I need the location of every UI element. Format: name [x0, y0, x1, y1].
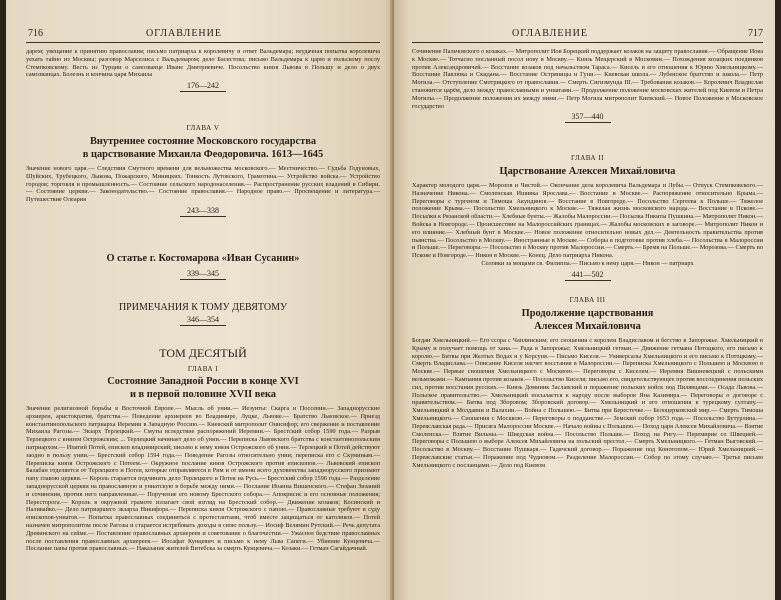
chapter-title: Продолжение царствования — [521, 308, 654, 319]
intro-text: дарем; увещание к принятию православия; письмо патриарха к королевичу и ответ Вальдемара; неудачная попытка королевича уехать тайно из Москвы; разговор Марселиса с Вальдемаром; дело Басистова; письмо Вальдемара к царю и польскому послу Стемпковскому. Весть из Турции о самозванце Иване Дмитриевиче. Посольство князя Львова в Польшу и дело о двух самозванцах. Болезнь и кончина царя Михаила — [26, 48, 380, 79]
article-title: О статье г. Костомарова «Иван Сусанин» — [106, 253, 300, 264]
running-head: ОГЛАВЛЕНИЕ — [512, 28, 588, 39]
intro-entry — [412, 48, 763, 123]
page-number: 717 — [748, 28, 763, 39]
left-page-content — [26, 0, 380, 600]
divider — [180, 279, 226, 280]
left-page-header — [26, 24, 380, 44]
chapter-title: Состояние Западной России в конце XVI — [107, 376, 299, 387]
intro-range: 176—242 — [187, 81, 219, 91]
chapter-label: ГЛАВА I — [187, 365, 219, 373]
chapter-label: ГЛАВА III — [569, 296, 606, 304]
chapter-title: и в первой половине XVII века — [129, 389, 277, 400]
chapter-title: Внутреннее состояние Московского государства — [89, 136, 317, 147]
chapter-5 — [26, 124, 380, 217]
page-edge-shadow — [775, 0, 781, 600]
volume-10 — [26, 346, 380, 553]
notes-entry — [26, 302, 380, 326]
intro-text: Сочинение Пальчовского о козаках.— Митрополит Иов Борецкий поддержает козаков на защиту православия.— Обращение Иова к Москве.— Тотчасно посланный посол иову в Москву.— Князь Мещерский в Московии.— Похождения козацких поединков против Александровичей.— Восстание козаков под начальством Тараса.— Кисель и его отношения к Юрию Хмельницкому.— Восстание Павлюка и Скидана.— Восстание Остряницы и Гуни.— Киевская школа.— Лубенское братство и школа.— Петр Могила.— Отступление Смотрицкого от православия.— Смерть Сигизмунда III.— Требования козаков.— Королевич Владислав становится царём, дело между православными и униатами.— Продолжение положение московских жителей под Киевом и Петра Могилы.— Продолжение положения их между ними.— Петр Могила митрополит Киевский.— Новое Положение в Московское государство — [412, 48, 763, 110]
page-number: 716 — [28, 28, 43, 39]
article-range: 339—345 — [187, 269, 219, 278]
page-edge-shadow — [0, 0, 6, 600]
divider — [180, 91, 226, 92]
right-page — [394, 0, 781, 600]
header-rule — [412, 42, 763, 43]
chapter-text-tail: Соловки за мощами св. Филиппа.— Письмо к нему царя.— Никон — патриарх — [481, 259, 694, 267]
chapter-text: Богдан Хмельницкий.— Его ссора с Чаплинским; его сношения с королем Владиславом и бегство в Запорожье. Хмельницкий в Крыму и получает помощь от хана.— Рада в Запорожье; Хмельницкий гетман.— Движение гетмана Потоцкого, его письмо к королю.— Битвы при Желтых Водах и у Корсуня.— Письмо Киселя.— Универсалы Хмельницкого и его письмо к Потоцкому.— Смерть Владислава.— Описание Киселя насчет восстания в Малороссии.— Переписка Хмельницкого с Польшею и Москвою в Москве.— Первые сношения Хмельницкого с Москвою.— Переговоры с Киселем.— Иеремия Вишневецкий с польскими вельможами.— Кампания против козаков.— Посольство Киселя; письмо его, свидетельствующее против воссоединения польских сил, против восстания русских.— Князь Доминик Заславский и поражение польских войск под Пилявцами.— Осада Львова.— Польское правительство.— Хмельницкий посылается к народу после выборов Яна Казимира.— Переговоры о договоре с правительством.— Битва под Зборовом; Зборовский договор.— Хмельницкий и его отношения к турецкому султану.— Хмельницкий в Молдавии и Валахии.— Война с Польшею.— Битва при Берестечке.— Белоцерковский мир.— Смерть Тимоша Хмельницкого.— Сношения с Москвою.— Переговоры о подданстве.— Земский собор 1653 года.— Посольство Бутурлина.— Переяславская рада.— Присяга Малороссии Москве.— Начало войны с Польшею.— Поход царя Алексея Михайловича.— Взятие Смоленска.— Взятие Вильны.— Шведская война.— Посольство Польши.— Поход на Ригу.— Перемирие со Швецией.— Переговоры с Польшею о выборе Алексея Михайловича на польский престол.— Смерть Хмельницкого.— Гетман Выговский.— Посольство в Москву.— Восстание Пушкаря.— Гадячский договор.— Поражение под Конотопом.— Юрий Хмельницкий.— Переяславские статьи.— Поражение под Чудновом.— Разделение Малороссии.— Собор по этому случаю.— Третье письмо Хмельницкого с посланцами.— Дело под Киевом — [412, 337, 763, 469]
notes-range: 346—354 — [187, 315, 219, 324]
chapter-title: Царствование Алексея Михайловича — [499, 166, 676, 177]
chapter-text: Характер молодого царя.— Морозов и Чистой.— Окончание дела королевича Вальдемара и Лубы.— Отпуск Стемпковского.— Назначение Никона.— Смоленская Ишивка Ярослава.— Восстание в Москве.— Распоряжение относительно Крыма.— Переговоры с тургеном и Тимоша Акундинов.— Восстание в Новгороде.— Посольство Сергеева к Польше.— Тяжелое положение Крыма.— Посольство Хмельницкого к Москве.— Тяжелая жизнь московского народа.— Восстание в Пскове.— Посылки к Рязанской области.— Хлебные бунты.— Жалобы Малороссии.— Посылка Никиты Пушкина.— Митрополит Никон.— Войска в Новгороде.— Происшествие на Малороссийских границах.— Жалобы московских в заговоре.— Митрополит Никон и его влияние.— Хлебный бунт в Москве.— Новое положение относительно новых дел.— Деятельность правительства против пьянства.— Посольство в Москву.— Иностранные в Москве.— Соборы в подготовке против хлеба.— Посольства в Малороссии и Польше.— Переговоры.— Посольство в Москву против Малороссии.— Смерть.— Бремя на Польше.— Морозова.— Смерть во Пскове и Новгороде.— Никон в Москве.— Конец. Дело патриарха Никона. — [412, 182, 764, 260]
volume-title: ТОМ ДЕСЯТЫЙ — [159, 346, 247, 360]
chapter-label: ГЛАВА II — [570, 154, 605, 162]
divider — [180, 216, 226, 217]
chapter-title: в царствование Михаила Феодоровича. 1613—1645 — [82, 149, 324, 160]
intro-range: 357—440 — [571, 112, 604, 122]
divider — [565, 280, 611, 281]
chapter-label: ГЛАВА V — [186, 124, 220, 132]
chapter-3 — [412, 296, 763, 470]
chapter-range: 243—338 — [187, 205, 219, 215]
divider — [180, 325, 226, 326]
chapter-text: Значение нового царя.— Следствия Смутного времени для вельможества московского.— Местничество.— Судьба Годуновых, Шуйских, Трубецкого, Лыкова, Пожарского, Миницких. Тонкость Лутовского, Грамотина.— Устройство войска.— Устройство городов; торговля и промышленность.— Состояние сельского народонаселения.— Распространение русских владений в Сибири.— Состояние церкви.— Законодательство.— Состояние православия.— Народное право.— Просвещение и литература.— Путешествие Олеария — [26, 165, 380, 204]
chapter-text: Значение религиозной борьбы в Восточной Европе.— Мысль об унии.— Иезуиты: Скарга и Поссевин.— Западнорусские архиереи, аристократия, братства.— Поведение архиереев во Владимире, Луцке, Львове.— Братство Львовское.— Приезд константинопольского патриарха Иеремии в Западную Россию.— Киевский митрополит Онисифор; его свержение и поставление Михаила Рагозы.— Экзарх Терлецкий.— Смуты вследствие распоряжений Иеремии.— Брестский собор 1590 года.— Разрыв Терлецкого с князем Острожским; ... Терлецкий начинает дело об унии.— Переписка Львовского братства с константинопольским патриархом.— Ипатий Потей, епископ владимирский; письмо к нему князя Острожского об унии.— Терлецкий и Потей действуют заодно в пользу унии.— Брестский собор 1594 года.— Поведение Рагозы относительно унии; переписка его с Скуминым.— Переписка князя Острожского с Потеем.— Окружное послание князя Острожского против епископов.— Львовский епископ Балабан отделяется от Терлецкого и Потея, которые отправляются в Рим и от имени всего духовенства западнорусского признают папу главою церкви.— Король старается подчинить дело Терлецкого и Потея на Русь.— Брестский собор 1596 года.— Разделение западнорусской церкви на православную и униатскую в борьбе между ними.— Послание Иоанна Вишенского.— Стефан Зизаний и сочинения, против него направленные.— Поручение его новому Брестского собора.— Апокрисис и его основные положения; Пересторога.— Король в окружной грамоте излагает свой взгляд на Брестский собор.— Движение козаков; Косинский и Наливайко.— Дело патриаршего экзарха Никифора.— Переписка князя Острожского с папою.— Православные требуют в суду епископов-униатов.— Попытка православных соединиться с протестантами, чтоб вместе защищаться от католиков.— Потей назначен митрополитом после Рагозы и старается истребовать доходы в свою пользу.— Иосиф Велямин Рутский.— Речь депутата Древинского на сейме.— Поставление православных архиереев и советование о благочестии.— Ужасное бедствие православных после поставления православных архиереев.— Иосафат Кунцевич и письмо к нему Льва Сапеги.— Убиение Кунцевича.— Послание папы против православных.— Наказание жителей Витебска за смерть Кунцевича.— Козаки.— Гетман Сагайдачный. — [26, 405, 380, 553]
divider — [565, 122, 611, 123]
intro-entry — [26, 48, 380, 92]
running-head: ОГЛАВЛЕНИЕ — [146, 28, 222, 39]
header-rule — [26, 42, 380, 43]
chapter-range: 441—502 — [571, 269, 604, 279]
right-page-content — [412, 0, 763, 600]
chapter-2 — [412, 154, 763, 281]
article-entry — [26, 252, 380, 280]
notes-title: ПРИМЕЧАНИЯ К ТОМУ ДЕВЯТОМУ — [118, 302, 288, 313]
chapter-title: Алексея Михайловича — [534, 321, 641, 332]
right-page-header — [412, 24, 763, 44]
